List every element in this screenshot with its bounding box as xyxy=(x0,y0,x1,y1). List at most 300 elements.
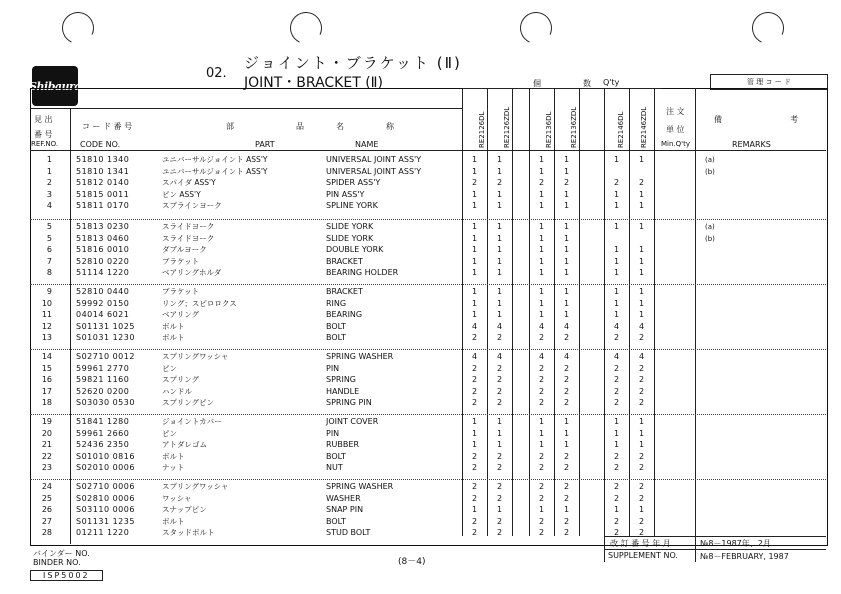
part-code: 59992 0150 xyxy=(76,298,130,308)
qty-cell: 2 xyxy=(563,363,570,373)
qty-cell: 1 xyxy=(471,245,478,254)
qty-cell: 4 xyxy=(471,352,478,361)
rule xyxy=(695,88,696,536)
qty-cell: 1 xyxy=(563,245,570,254)
qty-cell: 2 xyxy=(538,398,545,407)
qty-cell: 1 xyxy=(471,166,478,176)
qty-cell: 1 xyxy=(496,155,503,164)
part-name-en: PIN ASS'Y xyxy=(326,189,365,199)
binder-hole xyxy=(515,7,556,48)
qty-cell: 2 xyxy=(471,451,478,461)
part-name-jp: ピン xyxy=(162,428,177,438)
qty-cell: 1 xyxy=(496,287,503,296)
part-name-jp: スライドヨーク xyxy=(162,233,215,243)
part-code: 51812 0140 xyxy=(76,178,130,187)
part-code: 59961 2660 xyxy=(76,428,130,438)
ref-number: 7 xyxy=(46,256,52,266)
header-unit-jp: 単 位 xyxy=(666,125,685,134)
qty-cell: 2 xyxy=(613,363,620,373)
qty-label: 個 xyxy=(533,79,541,88)
binder-hole xyxy=(57,7,98,48)
qty-cell: 2 xyxy=(613,463,620,472)
qty-cell: 1 xyxy=(538,233,545,243)
qty-cell: 1 xyxy=(471,298,478,308)
ref-number: 12 xyxy=(41,321,52,331)
ref-number: 24 xyxy=(41,482,52,491)
part-name-jp: ブラケット xyxy=(162,256,200,266)
qty-cell: 1 xyxy=(538,287,545,296)
qty-cell: 1 xyxy=(496,222,503,231)
qty-cell: 1 xyxy=(563,233,570,243)
part-name-jp: ベアリングホルダ xyxy=(162,268,222,277)
qty-cell: 1 xyxy=(496,505,503,514)
qty-cell: 1 xyxy=(538,505,545,514)
qty-cell: 4 xyxy=(538,321,545,331)
qty-cell: 2 xyxy=(638,482,645,491)
qty-cell: 1 xyxy=(613,440,620,449)
header-ref-jp: 見 出 xyxy=(34,115,53,124)
ref-number: 23 xyxy=(41,463,52,472)
binder-label-en: BINDER NO. xyxy=(33,558,81,567)
part-code: 51114 1220 xyxy=(76,268,130,277)
qty-cell: 2 xyxy=(613,528,620,537)
part-name-jp: ボルト xyxy=(162,516,185,526)
part-name-jp: ピン xyxy=(162,363,177,373)
qty-cell: 1 xyxy=(471,233,478,243)
qty-cell: 1 xyxy=(496,233,503,243)
qty-cell: 1 xyxy=(496,440,503,449)
qty-cell: 4 xyxy=(496,321,503,331)
part-code: 51816 0010 xyxy=(76,245,130,254)
part-code: 51813 0460 xyxy=(76,233,130,243)
part-name-en: BOLT xyxy=(326,451,346,461)
qty-cell: 1 xyxy=(613,298,620,308)
qty-cell: 2 xyxy=(496,363,503,373)
part-name-en: UNIVERSAL JOINT ASS'Y xyxy=(326,155,422,164)
part-name-en: BRACKET xyxy=(326,287,363,296)
model-header: RE2126DL xyxy=(478,111,486,148)
binder-hole xyxy=(747,7,788,48)
header-name-jp: 称 xyxy=(386,122,394,131)
qty-cell: 2 xyxy=(638,375,645,384)
qty-cell: 1 xyxy=(496,166,503,176)
qty-cell: 2 xyxy=(538,482,545,491)
qty-cell: 1 xyxy=(613,189,620,199)
rule xyxy=(604,536,605,562)
part-name-en: BEARING xyxy=(326,310,363,319)
binder-number: ISP5002 xyxy=(30,570,103,581)
page-title-en: JOINT・BRACKET (Ⅱ) xyxy=(244,75,384,91)
qty-cell: 2 xyxy=(538,178,545,187)
qty-cell: 1 xyxy=(563,268,570,277)
qty-cell: 4 xyxy=(563,352,570,361)
qty-cell: 2 xyxy=(613,516,620,526)
qty-cell: 2 xyxy=(613,333,620,342)
qty-cell: 2 xyxy=(471,363,478,373)
qty-cell: 1 xyxy=(613,417,620,426)
part-name-jp: スタッドボルト xyxy=(162,528,215,537)
part-name-en: SPRING xyxy=(326,375,357,384)
qty-cell: 2 xyxy=(496,375,503,384)
qty-cell: 1 xyxy=(563,440,570,449)
part-name-en: SPLINE YORK xyxy=(326,201,378,210)
part-name-jp: スライドヨーク xyxy=(162,222,215,231)
part-code: 52810 0440 xyxy=(76,287,130,296)
qty-cell: 2 xyxy=(496,482,503,491)
qty-cell: 2 xyxy=(496,451,503,461)
qty-cell: 2 xyxy=(613,386,620,396)
qty-cell: 1 xyxy=(496,189,503,199)
rule xyxy=(695,536,696,562)
qty-cell: 1 xyxy=(638,245,645,254)
part-name-jp: アトダレゴム xyxy=(162,440,207,449)
qty-cell: 1 xyxy=(471,428,478,438)
rule xyxy=(30,150,826,151)
qty-cell: 2 xyxy=(496,386,503,396)
qty-cell: 2 xyxy=(638,178,645,187)
qty-cell: 1 xyxy=(638,189,645,199)
management-code-box: 管 理 コ ー ド xyxy=(710,74,828,90)
qty-cell: 1 xyxy=(563,222,570,231)
qty-cell: 1 xyxy=(563,287,570,296)
qty-cell: 1 xyxy=(563,256,570,266)
model-header: RE2126ZDL xyxy=(503,106,511,148)
header-part-en: PART xyxy=(255,140,275,149)
header-unit-jp: 注 文 xyxy=(666,107,685,116)
part-name-jp: スナップピン xyxy=(162,505,207,514)
rule xyxy=(30,284,826,285)
qty-cell: 2 xyxy=(638,451,645,461)
qty-cell: 2 xyxy=(638,398,645,407)
qty-cell: 2 xyxy=(638,386,645,396)
ref-number: 13 xyxy=(41,333,52,342)
qty-cell: 1 xyxy=(471,155,478,164)
part-name-en: WASHER xyxy=(326,493,361,503)
qty-cell: 2 xyxy=(538,493,545,503)
qty-cell: 1 xyxy=(613,310,620,319)
part-code: 04014 6021 xyxy=(76,310,130,319)
qty-cell: 1 xyxy=(538,440,545,449)
qty-cell: 1 xyxy=(538,298,545,308)
qty-cell: 1 xyxy=(638,505,645,514)
rule xyxy=(604,536,826,537)
qty-cell: 2 xyxy=(613,375,620,384)
qty-cell: 4 xyxy=(538,352,545,361)
qty-cell: 1 xyxy=(471,222,478,231)
part-name-jp: ジョイントカバー xyxy=(162,417,222,426)
qty-cell: 2 xyxy=(471,398,478,407)
ref-number: 1 xyxy=(46,166,52,176)
qty-cell: 2 xyxy=(563,463,570,472)
qty-cell: 2 xyxy=(638,463,645,472)
qty-cell: 1 xyxy=(563,428,570,438)
part-name-en: NUT xyxy=(326,463,343,472)
section-number: 02. xyxy=(206,66,227,81)
qty-cell: 4 xyxy=(638,321,645,331)
qty-cell: 1 xyxy=(638,287,645,296)
ref-number: 27 xyxy=(41,516,52,526)
ref-number: 18 xyxy=(41,398,52,407)
qty-cell: 2 xyxy=(563,375,570,384)
binder-label-jp: バインダー NO. xyxy=(33,549,90,558)
part-code: 51815 0011 xyxy=(76,189,130,199)
part-name-en: BOLT xyxy=(326,516,346,526)
qty-cell: 2 xyxy=(638,516,645,526)
qty-cell: 4 xyxy=(471,321,478,331)
ref-number: 2 xyxy=(46,178,52,187)
part-name-jp: スプラインヨーク xyxy=(162,201,222,210)
ref-number: 5 xyxy=(46,233,52,243)
part-name-en: BOLT xyxy=(326,321,346,331)
qty-cell: 2 xyxy=(638,528,645,537)
qty-cell: 2 xyxy=(538,363,545,373)
rule xyxy=(30,479,826,480)
header-ref-en: REF.NO. xyxy=(31,140,59,148)
page-number: (8－4) xyxy=(398,557,426,567)
ref-number: 26 xyxy=(41,505,52,514)
qty-cell: 1 xyxy=(638,268,645,277)
qty-cell: 1 xyxy=(613,256,620,266)
part-code: 59961 2770 xyxy=(76,363,130,373)
qty-cell: 1 xyxy=(638,155,645,164)
model-header: RE2146ZDL xyxy=(640,106,648,148)
model-header: RE2146DL xyxy=(617,111,625,148)
ref-number: 6 xyxy=(46,245,52,254)
part-code: S02710 0012 xyxy=(76,352,135,361)
part-code: 51841 1280 xyxy=(76,417,130,426)
header-name-en: NAME xyxy=(355,140,379,149)
qty-cell: 1 xyxy=(613,268,620,277)
rule xyxy=(654,88,655,536)
header-remarks-jp: 備 xyxy=(714,115,722,124)
header-unit-en: Min.Q'ty xyxy=(661,140,690,148)
qty-cell: 1 xyxy=(563,155,570,164)
qty-cell: 2 xyxy=(471,528,478,537)
qty-cell: 2 xyxy=(613,398,620,407)
ref-number: 21 xyxy=(41,440,52,449)
rule xyxy=(512,88,513,536)
qty-cell: 1 xyxy=(563,505,570,514)
ref-number: 11 xyxy=(41,310,52,319)
part-code: S02810 0006 xyxy=(76,493,135,503)
qty-cell: 2 xyxy=(471,482,478,491)
qty-cell: 4 xyxy=(638,352,645,361)
rule xyxy=(604,549,826,550)
part-name-jp: ピン ASS'Y xyxy=(162,189,201,199)
ref-number: 10 xyxy=(41,298,52,308)
part-name-en: STUD BOLT xyxy=(326,528,371,537)
part-name-jp: ブラケット xyxy=(162,287,200,296)
qty-cell: 1 xyxy=(538,310,545,319)
qty-cell: 1 xyxy=(613,428,620,438)
qty-cell: 1 xyxy=(471,268,478,277)
qty-cell: 2 xyxy=(538,463,545,472)
part-name-en: SNAP PIN xyxy=(326,505,364,514)
qty-cell: 1 xyxy=(538,166,545,176)
qty-cell: 1 xyxy=(638,310,645,319)
part-name-jp: ハンドル xyxy=(162,386,192,396)
qty-cell: 2 xyxy=(538,375,545,384)
rule xyxy=(579,88,580,536)
header-name-jp: 名 xyxy=(336,122,344,131)
qty-cell: 1 xyxy=(471,417,478,426)
qty-cell: 2 xyxy=(471,386,478,396)
remarks-cell: (a) xyxy=(705,223,715,231)
header-code-jp: コ ー ド 番 号 xyxy=(82,122,133,131)
part-name-jp: ボルト xyxy=(162,333,185,342)
ref-number: 17 xyxy=(41,386,52,396)
qty-cell: 2 xyxy=(638,363,645,373)
supplement-value-jp: №8－1987年、2月 xyxy=(700,539,771,548)
part-code: S02710 0006 xyxy=(76,482,135,491)
ref-number: 16 xyxy=(41,375,52,384)
qty-cell: 1 xyxy=(638,440,645,449)
qty-cell: 2 xyxy=(613,482,620,491)
header-remarks-jp: 考 xyxy=(790,115,798,124)
ref-number: 28 xyxy=(41,528,52,537)
remarks-cell: (b) xyxy=(705,234,715,243)
part-code: 01211 1220 xyxy=(76,528,130,537)
qty-cell: 2 xyxy=(538,386,545,396)
qty-cell: 2 xyxy=(563,386,570,396)
qty-cell: 2 xyxy=(563,178,570,187)
qty-cell: 2 xyxy=(496,528,503,537)
qty-cell: 1 xyxy=(613,245,620,254)
qty-cell: 2 xyxy=(471,516,478,526)
part-name-en: JOINT COVER xyxy=(326,417,379,426)
qty-cell: 2 xyxy=(638,333,645,342)
qty-cell: 1 xyxy=(496,428,503,438)
qty-cell: 1 xyxy=(538,155,545,164)
qty-cell: 2 xyxy=(613,178,620,187)
ref-number: 5 xyxy=(46,222,52,231)
qty-cell: 2 xyxy=(638,493,645,503)
qty-cell: 1 xyxy=(638,222,645,231)
qty-cell: 1 xyxy=(638,256,645,266)
part-name-jp: ナット xyxy=(162,463,185,472)
qty-cell: 1 xyxy=(471,440,478,449)
qty-cell: 1 xyxy=(496,256,503,266)
rule xyxy=(30,349,826,350)
part-code: 59821 1160 xyxy=(76,375,130,384)
page-title-jp: ジョイント・ブラケット (Ⅱ) xyxy=(244,54,462,72)
part-name-jp: ダブルヨーク xyxy=(162,245,207,254)
header-part-jp: 部 xyxy=(226,122,234,131)
part-code: S01131 1025 xyxy=(76,321,135,331)
part-name-en: SLIDE YORK xyxy=(326,222,374,231)
qty-cell: 2 xyxy=(563,398,570,407)
qty-cell: 1 xyxy=(471,201,478,210)
part-code: S02010 0006 xyxy=(76,463,135,472)
qty-cell: 1 xyxy=(613,201,620,210)
header-part-jp: 品 xyxy=(296,122,304,131)
qty-cell: 1 xyxy=(471,505,478,514)
qty-cell: 2 xyxy=(471,463,478,472)
ref-number: 20 xyxy=(41,428,52,438)
qty-cell: 1 xyxy=(496,298,503,308)
qty-cell: 2 xyxy=(563,528,570,537)
ref-number: 15 xyxy=(41,363,52,373)
qty-cell: 1 xyxy=(613,505,620,514)
part-name-jp: ユニバーサルジョイント ASS'Y xyxy=(162,155,268,164)
part-name-jp: ボルト xyxy=(162,321,185,331)
qty-cell: 2 xyxy=(563,493,570,503)
qty-cell: 1 xyxy=(538,222,545,231)
part-name-en: SPRING WASHER xyxy=(326,352,394,361)
part-name-en: BEARING HOLDER xyxy=(326,268,399,277)
part-code: 52620 0200 xyxy=(76,386,130,396)
rule xyxy=(30,414,826,415)
part-code: S01131 1235 xyxy=(76,516,135,526)
qty-cell: 2 xyxy=(496,493,503,503)
part-name-jp: リング；スピロロクス xyxy=(162,298,237,308)
header-remarks-en: REMARKS xyxy=(732,140,771,149)
qty-cell: 1 xyxy=(613,155,620,164)
qty-cell: 1 xyxy=(471,256,478,266)
part-name-jp: ユニバーサルジョイント ASS'Y xyxy=(162,166,268,176)
part-name-en: DOUBLE YORK xyxy=(326,245,384,254)
qty-cell: 1 xyxy=(538,428,545,438)
part-name-jp: ワッシャ xyxy=(162,493,192,503)
qty-cell: 1 xyxy=(538,245,545,254)
qty-cell: 1 xyxy=(471,287,478,296)
qty-label: Q'ty xyxy=(603,78,620,87)
part-code: 52436 2350 xyxy=(76,440,130,449)
qty-cell: 1 xyxy=(563,417,570,426)
part-name-en: UNIVERSAL JOINT ASS'Y xyxy=(326,166,422,176)
qty-cell: 1 xyxy=(471,189,478,199)
qty-cell: 1 xyxy=(563,310,570,319)
part-name-jp: ベアリング xyxy=(162,310,200,319)
ref-number: 22 xyxy=(41,451,52,461)
ref-number: 19 xyxy=(41,417,52,426)
rule xyxy=(30,219,826,220)
part-code: S03030 0530 xyxy=(76,398,135,407)
qty-cell: 1 xyxy=(563,166,570,176)
qty-cell: 1 xyxy=(496,268,503,277)
qty-cell: 1 xyxy=(496,245,503,254)
qty-cell: 2 xyxy=(538,333,545,342)
part-name-en: SPRING WASHER xyxy=(326,482,394,491)
part-name-en: SLIDE YORK xyxy=(326,233,374,243)
qty-cell: 1 xyxy=(538,189,545,199)
part-name-en: RUBBER xyxy=(326,440,360,449)
supplement-label-en: SUPPLEMENT NO. xyxy=(608,551,678,560)
remarks-cell: (a) xyxy=(705,156,715,164)
rule xyxy=(462,88,662,89)
qty-cell: 4 xyxy=(613,321,620,331)
qty-cell: 1 xyxy=(538,256,545,266)
part-name-en: BRACKET xyxy=(326,256,363,266)
ref-number: 8 xyxy=(46,268,52,277)
qty-cell: 2 xyxy=(496,398,503,407)
ref-number: 25 xyxy=(41,493,52,503)
rule xyxy=(30,108,462,109)
part-name-en: PIN xyxy=(326,428,340,438)
qty-cell: 1 xyxy=(638,417,645,426)
header-ref-jp: 番 号 xyxy=(34,130,53,139)
qty-label: 数 xyxy=(583,79,591,88)
qty-cell: 2 xyxy=(538,528,545,537)
qty-cell: 2 xyxy=(496,178,503,187)
qty-cell: 2 xyxy=(538,516,545,526)
header-code-en: CODE NO. xyxy=(80,140,121,149)
supplement-label-jp: 改 訂 番 号 年 月 xyxy=(610,539,671,548)
part-code: S03110 0006 xyxy=(76,505,135,514)
qty-cell: 2 xyxy=(563,482,570,491)
binder-hole xyxy=(285,7,326,48)
qty-cell: 4 xyxy=(496,352,503,361)
